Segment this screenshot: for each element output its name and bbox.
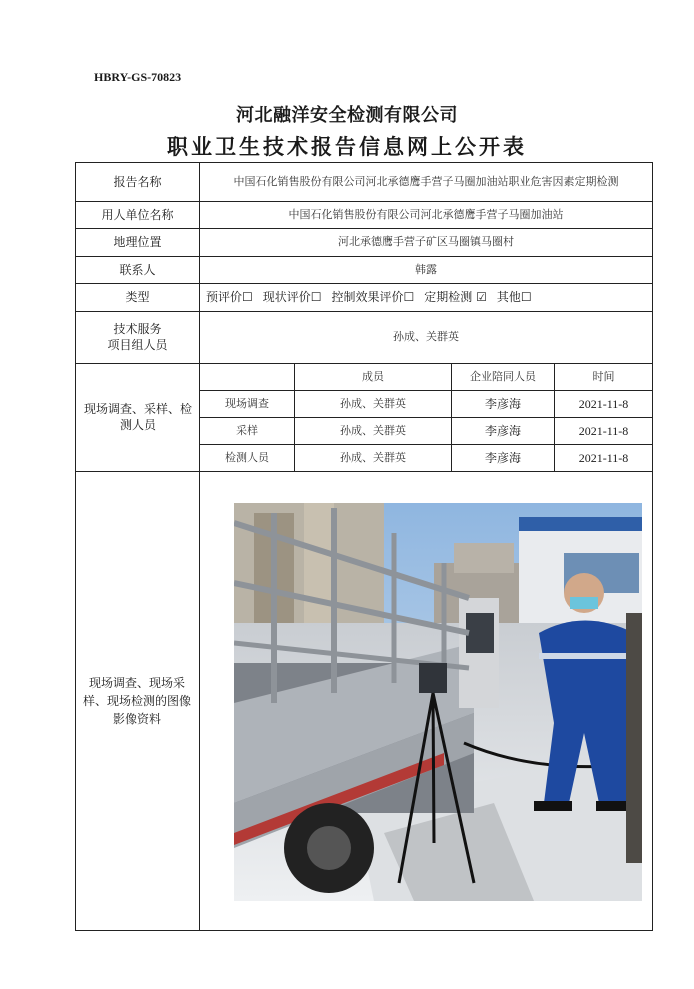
disclosure-table [75, 162, 653, 931]
sampling-row-task: 采样 [236, 423, 258, 437]
tech-staff-label: 技术服务 项目组人员 [107, 322, 168, 352]
sampling-row-members: 孙成、关群英 [340, 423, 406, 437]
type-option-periodic-testing[interactable]: 定期检测 ☑ [424, 290, 487, 304]
survey-header-members: 成员 [362, 369, 384, 383]
type-option-control-evaluation[interactable]: 控制效果评价☐ [331, 290, 415, 304]
survey-row-task: 现场调查 [225, 396, 269, 410]
contact-label: 联系人 [119, 262, 156, 277]
document-number: HBRY-GS-70823 [94, 70, 182, 84]
survey-staff-label: 现场调查、采样、检测人员 [83, 402, 192, 432]
report-name-value: 中国石化销售股份有限公司河北承德鹰手营子马圈加油站职业危害因素定期检测 [233, 175, 619, 188]
survey-row-date: 2021-11-8 [578, 396, 629, 411]
type-option-status-evaluation[interactable]: 现状评价☐ [262, 290, 322, 304]
site-photo [234, 503, 642, 901]
testing-row-task: 检测人员 [225, 450, 269, 464]
type-options [200, 283, 652, 311]
employer-value: 中国石化销售股份有限公司河北承德鹰手营子马圈加油站 [288, 207, 564, 221]
survey-header-escort: 企业陪同人员 [470, 369, 536, 383]
sampling-row-escort: 李彦海 [484, 423, 521, 438]
tech-staff-value: 孙成、关群英 [393, 330, 459, 343]
type-option-pre-evaluation[interactable]: 预评价☐ [206, 290, 253, 304]
type-option-other[interactable]: 其他☐ [496, 290, 532, 304]
location-label: 地理位置 [113, 235, 162, 249]
report-name-label: 报告名称 [113, 175, 162, 189]
image-section-label: 现场调查、现场采样、现场检测的图像影像资料 [82, 675, 191, 726]
survey-row-members: 孙成、关群英 [340, 396, 406, 410]
contact-value: 韩露 [415, 262, 437, 276]
type-label: 类型 [125, 290, 150, 304]
location-value: 河北承德鹰手营子矿区马圈镇马圈村 [338, 235, 514, 248]
survey-row-escort: 李彦海 [484, 396, 521, 411]
testing-row-date: 2021-11-8 [578, 450, 629, 465]
sampling-row-date: 2021-11-8 [578, 423, 629, 438]
page-title: 职业卫生技术报告信息网上公开表 [167, 134, 527, 159]
survey-header-time: 时间 [592, 369, 615, 383]
testing-row-members: 孙成、关群英 [340, 450, 406, 464]
testing-row-escort: 李彦海 [484, 450, 521, 465]
company-name: 河北融洋安全检测有限公司 [236, 105, 458, 126]
employer-label: 用人单位名称 [101, 207, 174, 222]
